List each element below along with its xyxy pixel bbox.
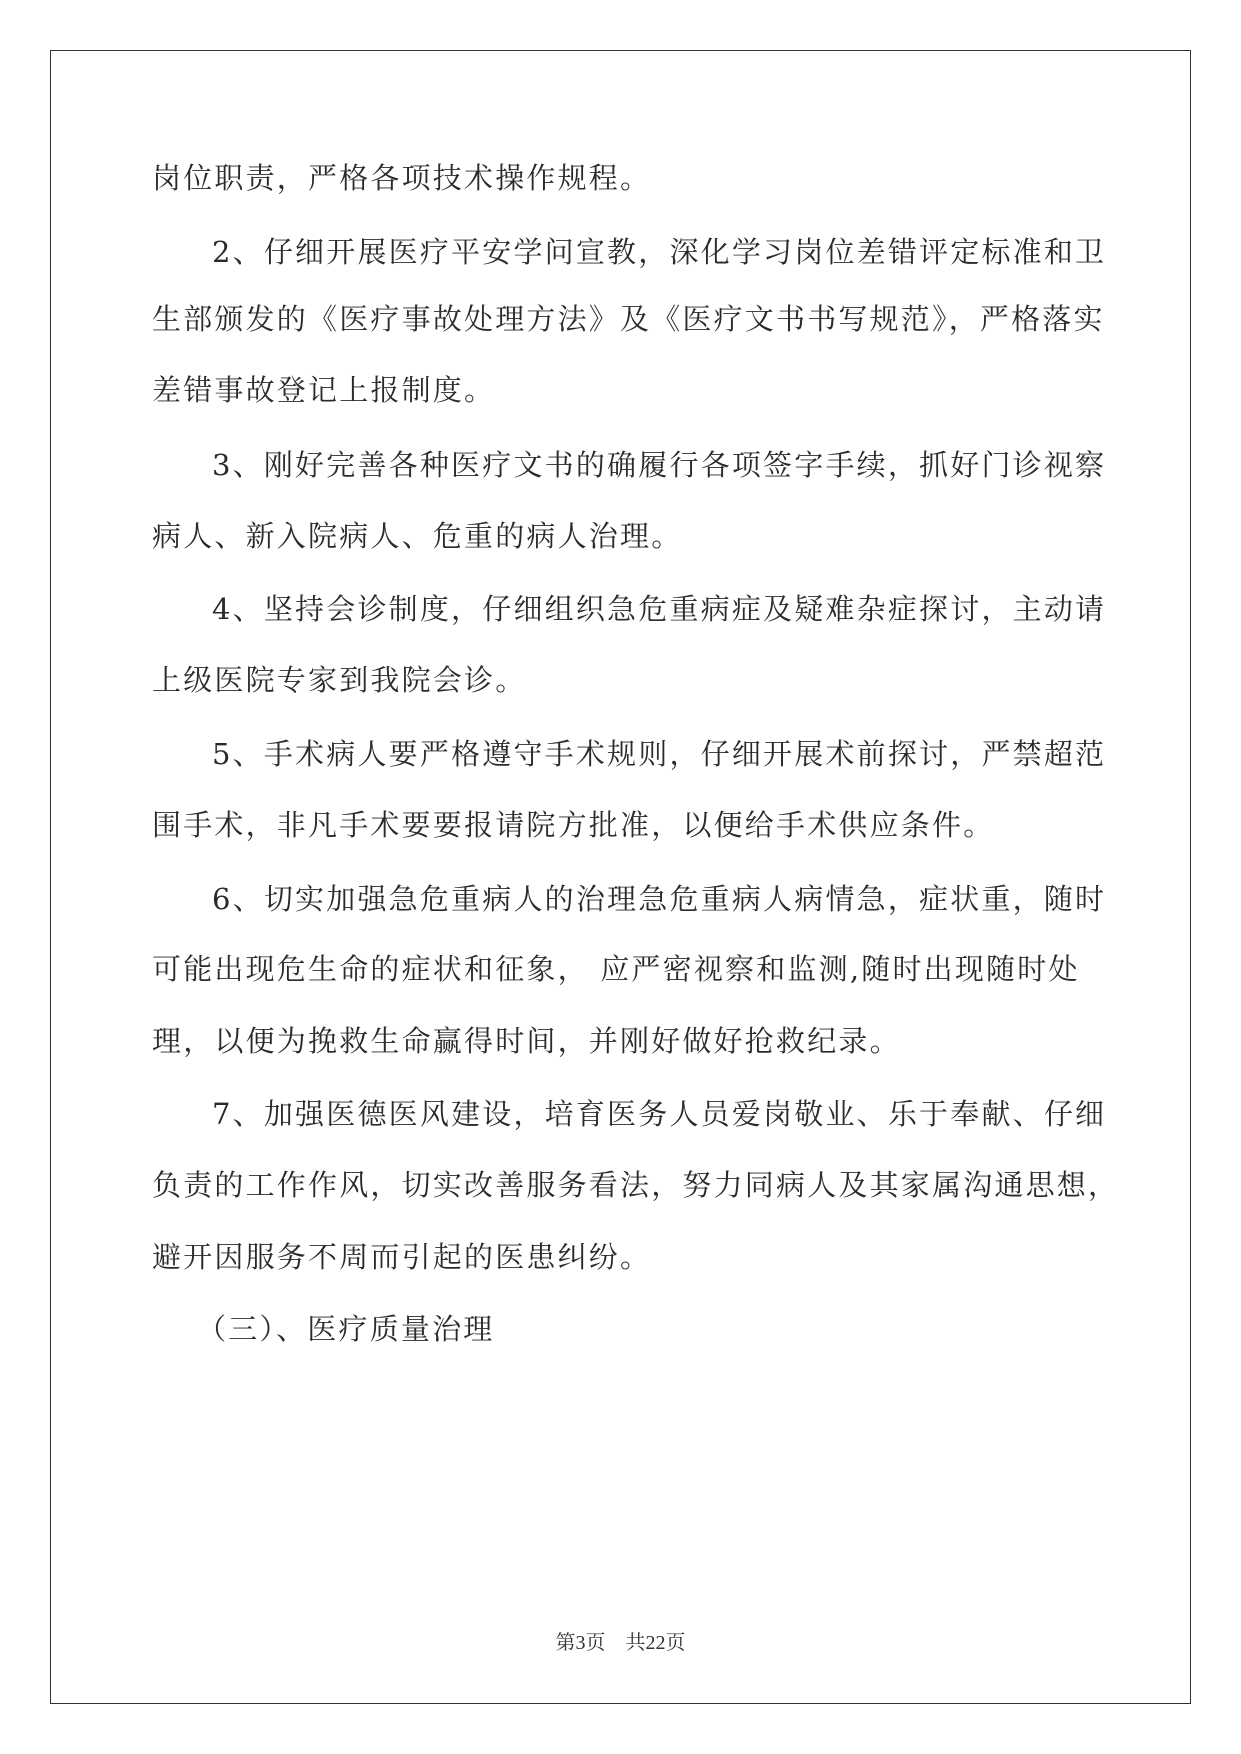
text-line: 6、切实加强急危重病人的治理急危重病人病情急，症状重，随时 [212,882,1107,916]
text-line: 2、仔细开展医疗平安学问宣教，深化学习岗位差错评定标准和卫 [212,235,1107,269]
page-number: 第3页 [555,1632,606,1654]
text-line: 负责的工作作风，切实改善服务看法，努力同病人及其家属沟通思想， [152,1168,1120,1202]
text-line: 差错事故登记上报制度。 [152,373,496,407]
section-heading: （三）、医疗质量治理 [197,1312,495,1346]
page-footer [0,1626,1241,1655]
text-line: 围手术，非凡手术要要报请院方批准，以便给手术供应条件。 [152,808,995,842]
text-line: 理，以便为挽救生命赢得时间，并刚好做好抢救纪录。 [152,1024,901,1058]
text-line: 避开因服务不周而引起的医患纠纷。 [152,1240,652,1274]
text-line: 3、刚好完善各种医疗文书的确履行各项签字手续，抓好门诊视察 [212,448,1107,482]
text-line: 上级医院专家到我院会诊。 [152,663,527,697]
text-line: 5、手术病人要严格遵守手术规则，仔细开展术前探讨，严禁超范 [212,737,1107,771]
text-line: 7、加强医德医风建设，培育医务人员爱岗敬业、乐于奉献、仔细 [212,1097,1107,1131]
text-line: 4、坚持会诊制度，仔细组织急危重病症及疑难杂症探讨，主动请 [212,592,1107,626]
page-total: 共22页 [625,1632,686,1654]
text-line: 病人、新入院病人、危重的病人治理。 [152,519,683,553]
text-line: 岗位职责，严格各项技术操作规程。 [152,161,652,195]
text-line: 可能出现危生命的症状和征象， 应严密视察和监测,随时出现随时处 [152,952,1080,986]
text-line: 生部颁发的《医疗事故处理方法》及《医疗文书书写规范》，严格落实 [152,302,1105,336]
